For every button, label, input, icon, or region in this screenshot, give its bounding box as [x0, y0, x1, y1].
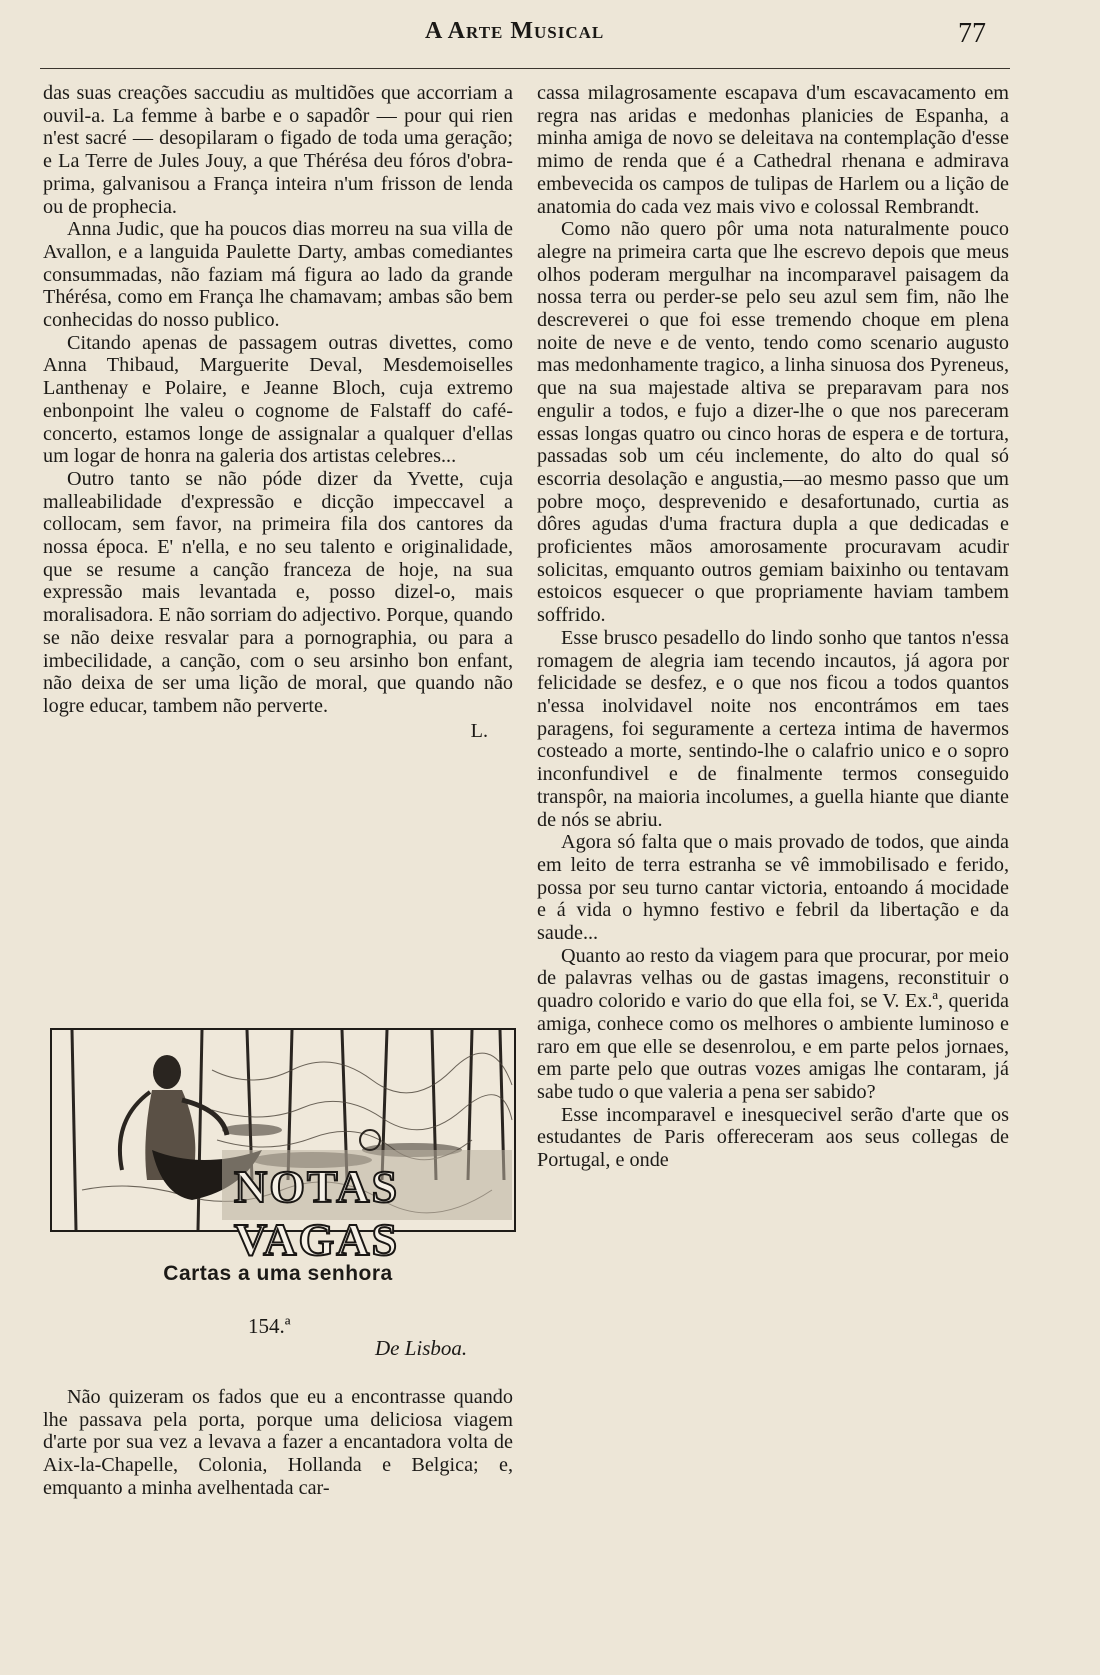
author-signature: L.: [470, 719, 488, 742]
right-paragraph: Esse brusco pesadello do lindo sonho que tantos n'essa romagem de alegria iam tecendo incautos, já agora por felicidade se desfez, e o que nos ficou a todos quantos n'essa inolvidavel noite nos encontrámos em taes paragens, foi seguramente a certeza intima de havermos costeado a morte, sentindo-lhe o calafrio unico e o sopro inconfundivel e de finalmente termos conseguido transpôr, na maioria incolumes, a guella hiante que diante de nós se abriu.: [537, 626, 1009, 831]
vignette-title: NOTAS VAGAS: [234, 1161, 400, 1265]
left-paragraph: Outro tanto se não póde dizer da Yvette, cuja malleabilidade d'expressão e dicção impeccavel a collocam, sem favor, na primeira fila dos cantores da nossa época. E' n'ella, e no seu talento e originalidade, que se resume a canção franceza de hoje, na sua expressão mais levantada e, posso dizel-o, mais moralisadora. E não sorriam do adjectivo. Porque, quando se não deixe resvalar para a pornographia, ou para a imbecilidade, a canção, com o seu arsinho bon enfant, não deixa de ser uma lição de moral, que quando não logre educar, tambem não perverte.: [43, 467, 513, 717]
left-paragraph: Citando apenas de passagem outras divettes, como Anna Thibaud, Marguerite Deval, Mesdemoiselles Lanthenay e Polaire, e Jeanne Bloch, cuja extremo enbonpoint lhe valeu o cognome de Falstaff do café-concerto, estamos longe de assignalar a qualquer d'ellas um logar de honra na galeria dos artistas celebres...: [43, 331, 513, 468]
notas-vagas-vignette: [50, 1028, 516, 1265]
right-column: [537, 82, 1009, 1172]
running-head: [0, 14, 1100, 54]
letter-number: 154.ª: [248, 1314, 291, 1338]
right-paragraph: Esse incomparavel e inesquecivel serão d'arte que os estudantes de Paris offereceram aos seus collegas de Portugal, e onde: [537, 1103, 1009, 1172]
letter-body-left: [43, 1386, 513, 1500]
dateline: De Lisboa.: [375, 1336, 468, 1360]
left-column: [43, 82, 513, 742]
page-number: 77: [958, 18, 986, 49]
right-paragraph: Como não quero pôr uma nota naturalmente pouco alegre na primeira carta que lhe escrevo depois que meus olhos poderam mergulhar na incomparavel paisagem da nossa terra ou perder-se pelo seu azul sem fim, não lhe descreverei o que foi esse tremendo choque em plena noite de neve e de vento, tendo como scenario augusto mas medonhamente tragico, a linha sinuosa dos Pyreneus, que na sua majestade altiva se preparavam para nos engulir a todos, e fujo a dizer-lhe o que nos pareceram essas longas quatro ou cinco horas de espera e de tortura, passadas sob um céu inclemente, do alto do qual só escorria desolação e angustia,—ao mesmo passo que um pobre moço, desprevenido e desafortunado, curtia as dôres agudas d'uma fractura dupla a que dedicadas e proficientes mãos amorosamente procuravam acudir solicitas, emquanto outros gemiam baixinho ou tentavam estoicos esquecer o que propriamente haviam tambem soffrido.: [537, 218, 1009, 627]
letter-paragraph: Não quizeram os fados que eu a encontrasse quando lhe passava pela porta, porque uma deliciosa viagem d'arte por sua vez a levava a fazer a encantadora volta de Aix-la-Chapelle, Colonia, Hollanda e Belgica; e, emquanto a minha avelhentada car-: [43, 1386, 513, 1499]
left-paragraph: Anna Judic, que ha poucos dias morreu na sua villa de Avallon, e a languida Paulette Darty, ambas comediantes consummadas, não faziam má figura ao lado da grande Thérésa, como em França lhe chamavam; ambas são bem conhecidas do nosso publico.: [43, 218, 513, 332]
right-paragraph: Quanto ao resto da viagem para que procurar, por meio de palavras velhas ou de gastas imagens, reconstituir o quadro colorido e vario do que ella foi, se V. Ex.ª, querida amiga, conhece como os melhores o ambiente luminoso e raro em que elle se desenrolou, e em parte pelos jornaes, em parte pelo que outras vozes amigas lhe contaram, já sabe tudo o que valeria a pena ser sabido?: [537, 944, 1009, 1103]
right-paragraph: cassa milagrosamente escapava d'um escavacamento em regra nas aridas e medonhas planicies de Espanha, a minha amiga de novo se deleitava na contemplação d'esse mimo de renda que é a Cathedral rhenana e admirava embevecida os campos de tulipas de Harlem ou a lição de anatomia do cada vez mais vivo e colossal Rembrandt.: [537, 82, 1009, 218]
journal-title: A Arte Musical: [425, 18, 605, 44]
header-rule: [40, 68, 1010, 69]
section-title: Cartas a uma senhora: [163, 1262, 393, 1285]
left-paragraph: das suas creações saccudiu as multidões que accorriam a ouvil-a. La femme à barbe e o sapadôr — pour qui rien n'est sacré — desopilaram o figado de toda uma geração; e La Terre de Jules Jouy, a que Thérésa deu fóros d'obra-prima, galvanisou a França inteira n'um frisson de lenda ou de prophecia.: [43, 82, 513, 218]
right-paragraph: Agora só falta que o mais provado de todos, que ainda em leito de terra estranha se vê immobilisado e ferido, possa por seu turno cantar victoria, entoando á mocidade e á vida o hymno festivo e febril da libertação e da saude...: [537, 831, 1009, 945]
